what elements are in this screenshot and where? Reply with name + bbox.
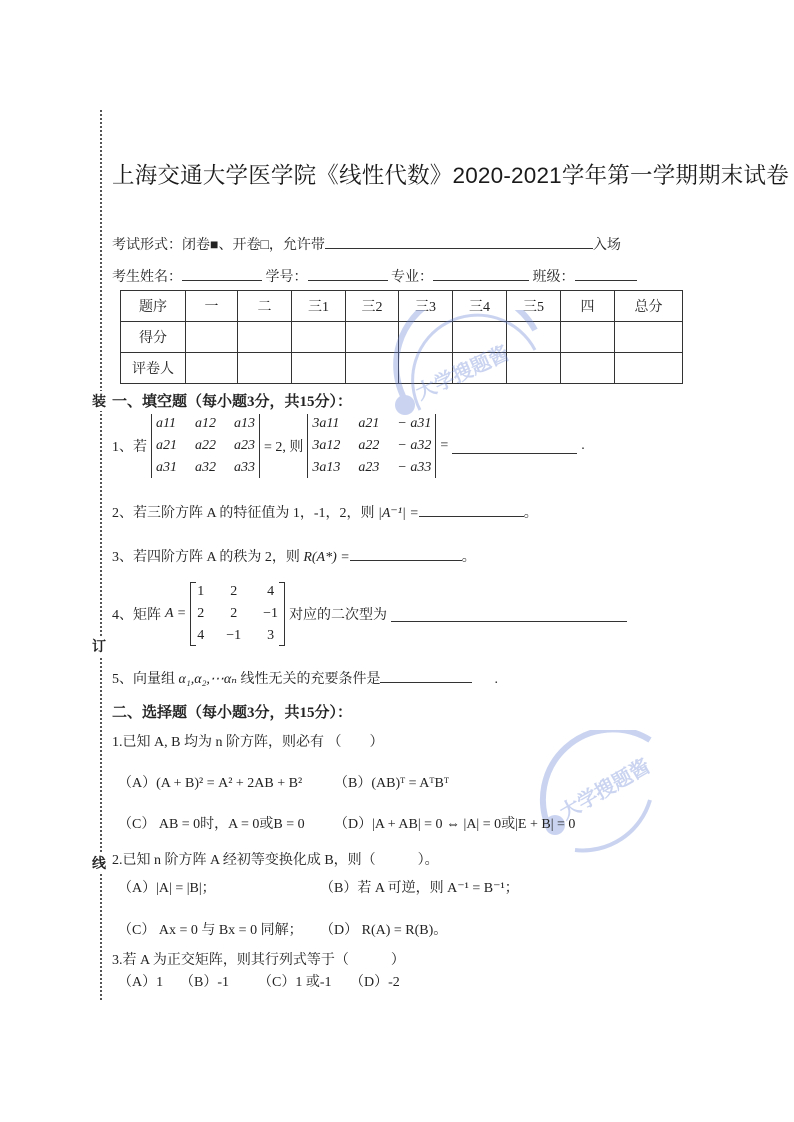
determinant-2: 3a11 a21 − a31 3a12 a22 − a32 3a13 a23 − a33 (307, 414, 436, 478)
question-text: 对应的二次型为 (289, 608, 388, 623)
question-text: 2、若三阶方阵 A 的特征值为 1，-1，2，则 (112, 506, 375, 521)
row-label: 得分 (121, 322, 186, 353)
section2-heading: 二、选择题（每小题3分，共15分）： (112, 705, 353, 721)
mc-option: （B）-1 (180, 975, 229, 990)
question-text: 。 (461, 550, 476, 565)
mc-option: （C） Ax = 0 与 Bx = 0 同解； (118, 923, 303, 938)
mc-option: （A）|A| = |B|； (118, 881, 216, 896)
table-header: 三5 (507, 291, 561, 322)
table-header: 三4 (453, 291, 507, 322)
student-info-line (112, 266, 637, 286)
mc-option: （D）-2 (350, 975, 400, 990)
mc-question-3-stem: 3.若 A 为正交矩阵，则其行列式等于（ ） (112, 953, 405, 968)
mc-option: （C）1 或-1 (258, 975, 332, 990)
question-1-1 (112, 414, 585, 478)
mc-option: （B）若 A 可逆，则 A⁻¹ = B⁻¹； (320, 881, 519, 896)
question-1-3 (112, 546, 476, 566)
table-header: 三2 (346, 291, 399, 322)
table-header: 总分 (615, 291, 683, 322)
class-label: 班级： (532, 270, 575, 285)
table-header: 三1 (292, 291, 346, 322)
watermark-text: 大学搜题酱 (412, 342, 513, 405)
determinant-1: a11 a12 a13 a21 a22 a23 a31 a32 a33 (151, 414, 260, 478)
name-blank (182, 266, 262, 281)
answer-blank (391, 607, 627, 622)
math-expression: R(A*) = (303, 550, 350, 565)
question-text: 3、若四阶方阵 A 的秩为 2，则 (112, 550, 300, 565)
name-label: 考生姓名： (112, 270, 182, 285)
question-text: = 2, 则 (264, 440, 304, 455)
mc-question-2-stem: 2.已知 n 阶方阵 A 经初等变换化成 B，则（ ）。 (112, 853, 439, 868)
table-header: 题序 (121, 291, 186, 322)
binding-mark-zhuang: 装 (92, 391, 106, 411)
question-text: . (581, 438, 585, 453)
math-expression: α₁,α₂,⋯αₙ (178, 672, 237, 687)
answer-blank (350, 546, 462, 561)
section1-heading: 一、填空题（每小题3分，共15分）： (112, 394, 353, 410)
question-text: 。 (523, 506, 538, 521)
question-text: 4、矩阵 (112, 608, 161, 623)
question-text: 5、向量组 (112, 672, 175, 687)
math-expression: A = (165, 606, 187, 621)
table-header: 二 (238, 291, 292, 322)
major-label: 专业： (391, 270, 433, 285)
mc-option: （D）|A + AB| = 0 ⇔ |A| = 0或|E + B| = 0 (334, 817, 576, 832)
binding-mark-ding: 订 (92, 636, 106, 656)
question-text: . (494, 672, 498, 687)
binding-mark-xian: 线 (92, 853, 106, 873)
page-title: 上海交通大学医学院《线性代数》2020-2021学年第一学期期末试卷 (112, 163, 789, 188)
question-1-5 (112, 668, 498, 688)
matrix-A: 1 2 4 2 2 −1 4 −1 3 (190, 582, 285, 646)
id-blank (308, 266, 388, 281)
allowed-items-blank (325, 234, 593, 249)
answer-blank (452, 439, 577, 454)
table-header: 一 (186, 291, 238, 322)
question-text: 1、若 (112, 440, 147, 455)
math-expression: |A⁻¹| = (378, 506, 419, 521)
mc-option: （A）(A + B)² = A² + 2AB + B² (118, 776, 303, 791)
watermark-stamp (385, 310, 545, 420)
question-1-2 (112, 502, 538, 522)
mc-question-1-stem: 1.已知 A, B 均为 n 阶方阵，则必有 （ ） (112, 735, 384, 750)
table-header: 四 (561, 291, 615, 322)
question-text: = (440, 438, 449, 453)
question-1-4 (112, 582, 627, 646)
answer-blank (419, 502, 524, 517)
row-label: 评卷人 (121, 353, 186, 384)
id-label: 学号： (265, 270, 308, 285)
question-text: 线性无关的充要条件是 (240, 672, 381, 687)
watermark-text: 大学搜题酱 (556, 755, 655, 825)
mc-option: （B）(AB)ᵀ = AᵀBᵀ (334, 776, 449, 791)
mc-option: （A）1 (118, 975, 164, 990)
table-header: 三3 (399, 291, 453, 322)
major-blank (433, 266, 529, 281)
exam-form-label: 考试形式：闭卷■、开卷□，允许带 (112, 238, 325, 253)
watermark-stamp (535, 730, 655, 860)
class-blank (575, 266, 637, 281)
mc-option: （D） R(A) = R(B)。 (320, 923, 448, 938)
exam-form-line (112, 234, 621, 254)
exam-form-end: 入场 (592, 238, 621, 253)
mc-option: （C） AB = 0时，A = 0或B = 0 (118, 817, 305, 832)
answer-blank (380, 668, 472, 683)
